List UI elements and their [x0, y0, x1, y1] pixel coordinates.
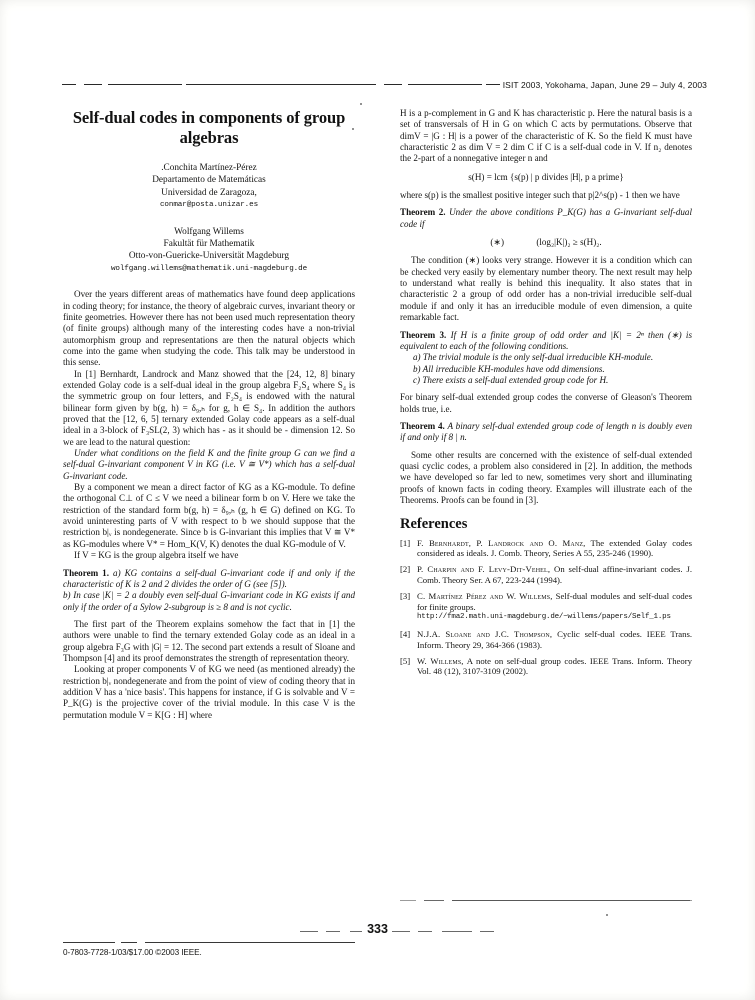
reference-5-number: [5]	[400, 655, 411, 666]
left-paragraph-2: In [1] Bernhardt, Landrock and Manz showed that the [24, 12, 8] binary extended Golay code is a self-dual ideal in the group algebra F₂S₄ where S₄ is the symmetric group on four letters, and F₂S₄ is endowed with the natural bilinear form given by b(g, h) = δ₉,ₕ for g, h ∈ S₄. In addition the authors proved that the [12, 6, 5] ternary extended Golay code appears as a self-dual ideal in a 3-block of F₃SL(2, 3) which has - as it should be - dimension 12. So we are lead to the natural question:	[63, 368, 355, 447]
reference-5-authors: W. Willems,	[417, 655, 464, 666]
reference-2-title: On self-dual affine-invariant codes. J. Comb. Theory Ser. A 67, 223-244 (1994).	[417, 564, 693, 586]
left-column	[63, 108, 355, 721]
author-block-1	[63, 162, 355, 212]
reference-1-number: [1]	[400, 537, 411, 548]
left-paragraph-3: By a component we mean a direct factor of KG as a KG-module. To define the orthogonal C⊥ of C ≤ V we need a bilinear form b on V. Here we take the restriction of the standard form b(g, h) = δ₉,ₕ (g, h ∈ G) defined on KG. To avoid uninteresting parts of V with respect to b we should suppose that the restriction b|ᵥ is nondegenerate. Since b is G-invariant this implies that V ≅ V* as KG-modules where V* = Hom_K(V, K) denotes the dual KG-module of V.	[63, 482, 355, 549]
reference-2-authors: P. Charpin and F. Levy-Dit-Vehel,	[417, 564, 551, 575]
equation-star-tag: (∗)	[490, 237, 504, 248]
theorem-3	[400, 330, 692, 353]
author-2-name: Wolfgang Willems	[174, 226, 244, 237]
author-1-department: Departamento de Matemáticas	[152, 175, 266, 186]
running-header-text: ISIT 2003, Yokohama, Japan, June 29 – July 4, 2003	[502, 80, 707, 90]
running-header	[62, 78, 707, 92]
right-paragraph-2: where s(p) is the smallest positive integer such that p|2^s(p) - 1 then we have	[400, 190, 680, 201]
author-2-university: Otto-von-Guericke-Universität Magdeburg	[128, 251, 290, 262]
reference-2-text	[417, 564, 692, 586]
theorem-3-conditions	[400, 352, 692, 386]
author-1-name: .Conchita Martínez-Pérez	[161, 163, 257, 173]
reference-4-text	[417, 629, 692, 651]
reference-3-text	[417, 591, 692, 624]
theorem-3-label: Theorem 3.	[400, 329, 447, 340]
scan-speck	[360, 103, 362, 105]
right-column	[400, 108, 692, 682]
theorem-2-label: Theorem 2.	[400, 207, 446, 218]
theorem-4-text: A binary self-dual extended group code of length n is doubly even if and only if 8 | n.	[400, 420, 693, 443]
equation-s-of-h: s(H) = lcm {s(p) | p divides |H|, p a prime}	[468, 171, 624, 182]
reference-3-title: Self-dual modules and self-dual codes for finite groups.	[417, 590, 692, 612]
theorem-1	[63, 568, 355, 591]
author-1-university: Universidad de Zaragoza,	[161, 187, 257, 198]
author-spacer	[63, 216, 355, 226]
theorem-3-condition-c: c) There exists a self-dual extended group code for H.	[413, 374, 609, 385]
left-paragraph-4: If V = KG is the group algebra itself we have	[74, 550, 239, 561]
reference-item	[400, 564, 692, 586]
theorem-3-condition-b: b) All irreducible KH-modules have odd dimensions.	[413, 363, 605, 374]
copyright-rule	[63, 942, 355, 943]
right-column-bottom-rule	[400, 900, 692, 901]
theorem-1-part-a: a) KG contains a self-dual G-invariant code if and only if the characteristic of K is 2 and 2 divides the order of G (see [5]).	[63, 567, 355, 589]
author-block-2	[63, 226, 355, 276]
reference-1-title: The extended Golay codes considered as ideals. J. Comb. Theory, Series A 55, 235-246 (1990).	[417, 537, 693, 559]
theorem-4	[400, 421, 692, 444]
equation-star-condition	[400, 237, 692, 248]
copyright-notice: 0-7803-7728-1/03/$17.00 ©2003 IEEE.	[63, 948, 202, 957]
reference-5-title: A note on self-dual group codes. IEEE Trans. Inform. Theory Vol. 48 (12), 3107-3109 (2002).	[417, 655, 692, 677]
equation-star-body: (log₂|K|)₂ ≥ s(H)₂.	[536, 237, 602, 248]
page-number: 333	[367, 922, 388, 936]
reference-4-number: [4]	[400, 628, 411, 639]
right-paragraph-3: The condition (∗) looks very strange. However it is a condition which can be checked very easily by elementary number theory. The next result may help to understand what really is behind this inequality. It also states that in characteristic 2 a group of odd order has a non-trivial irreducible self-dual module if and only it has an irreducible module of even dimension, a quite remarkable fact.	[400, 255, 692, 323]
reference-1-text	[417, 538, 692, 560]
references-heading: References	[400, 516, 468, 533]
author-2-department: Fakultät für Mathematik	[163, 239, 255, 250]
left-paragraph-5: The first part of the Theorem explains somehow the fact that in [1] the authors were unable to find the ternary extended Golay code as an ideal in a group algebra F₃G with |G| = 12. The second part extends a result of Sloane and Thompson [4] and its proof demonstrates the strength of representation theory.	[63, 618, 355, 663]
intro-spacer	[63, 279, 355, 289]
theorem-2	[400, 207, 692, 230]
right-paragraph-5: Some other results are concerned with the existence of self-dual extended quasi cyclic codes, a problem also considered in [2]. In addition, the methods we have developed so far led to new, sometimes very short and illuminating proofs of known facts in coding theory. Examples will illustrate each of the Theorems. Proofs can be found in [3].	[400, 449, 692, 505]
reference-item	[400, 538, 692, 560]
reference-4-title: Cyclic self-dual codes. IEEE Trans. Inform. Theory 29, 364-366 (1983).	[417, 628, 693, 650]
reference-5-text	[417, 656, 692, 678]
author-2-email: wolfgang.willems@mathematik.uni-magdeburg.de	[110, 264, 308, 273]
reference-4-authors: N.J.A. Sloane and J.C. Thompson,	[417, 628, 553, 639]
theorem-4-label: Theorem 4.	[400, 420, 445, 431]
reference-item	[400, 656, 692, 678]
right-paragraph-4: For binary self-dual extended group codes the converse of Gleason's Theorem holds true, i.e.	[400, 392, 692, 414]
left-research-question: Under what conditions on the field K and the finite group G can we find a self-dual G-invariant component V in KG (i.e. V ≅ V*) which has a self-dual G-invariant code.	[63, 448, 355, 481]
author-1-email: conmar@posta.unizar.es	[159, 201, 259, 210]
theorem-3-text: If H is a finite group of odd order and |K| = 2ⁿ then (∗) is equivalent to each of the following conditions.	[400, 329, 692, 351]
reference-3-authors: C. Martínez Pérez and W. Willems,	[417, 590, 553, 601]
theorem-1-part-b: b) In case |K| = 2 a doubly even self-dual G-invariant code in KG exists if and only if the order of a Sylow 2-subgroup is ≥ 8 and is not cyclic.	[63, 590, 355, 612]
reference-3-url[interactable]: http://fma2.math.uni-magdeburg.de/~willems/papers/Self_1.ps	[417, 613, 671, 622]
reference-item	[400, 629, 692, 651]
header-rule	[62, 84, 500, 85]
theorem-3-condition-a: a) The trivial module is the only self-dual irreducible KH-module.	[413, 352, 654, 363]
reference-2-number: [2]	[400, 564, 411, 575]
left-paragraph-6: Looking at proper components V of KG we need (as mentioned already) the restriction b|ᵥ nondegenerate and from the point of view of coding theory that in addition V has a 'nice basis'. This happens for instance, if G is solvable and V = P_K(G) is the projective cover of the trivial module. In this case V is the permutation module V = K[G : H] where	[63, 664, 355, 720]
left-paragraph-1: Over the years different areas of mathematics have found deep applications in coding theory; for instance, the theory of algebraic curves, invariant theory or finite geometries. However there has not been used much representation theory (of finite groups) although many of the interesting codes have a non-trivial automorphism group and representations are then the natural objects which come into the game when studying the code. This talk may be understood in this sense.	[63, 289, 355, 368]
theorem-2-text: Under the above conditions P_K(G) has a G-invariant self-dual code if	[400, 207, 692, 229]
reference-item	[400, 591, 692, 624]
paper-title: Self-dual codes in components of group algebras	[72, 108, 346, 147]
reference-1-authors: F. Bernhardt, P. Landrock and O. Manz,	[417, 537, 586, 548]
reference-3-number: [3]	[400, 590, 411, 601]
theorem-1-label: Theorem 1.	[63, 567, 110, 578]
right-paragraph-1: H is a p-complement in G and K has characteristic p. Here the natural basis is a set of transversals of H in G on which C acts by permutations. Observe that dimV = |G : H| is a power of the characteristic of K. So the field K must have characteristic 2 as dim V = 2 dim C if C is a self-dual code in V. If n₂ denotes the 2-part of a nonnegative integer n and	[400, 108, 692, 164]
scan-speck	[606, 914, 608, 916]
scan-speck	[352, 128, 354, 130]
